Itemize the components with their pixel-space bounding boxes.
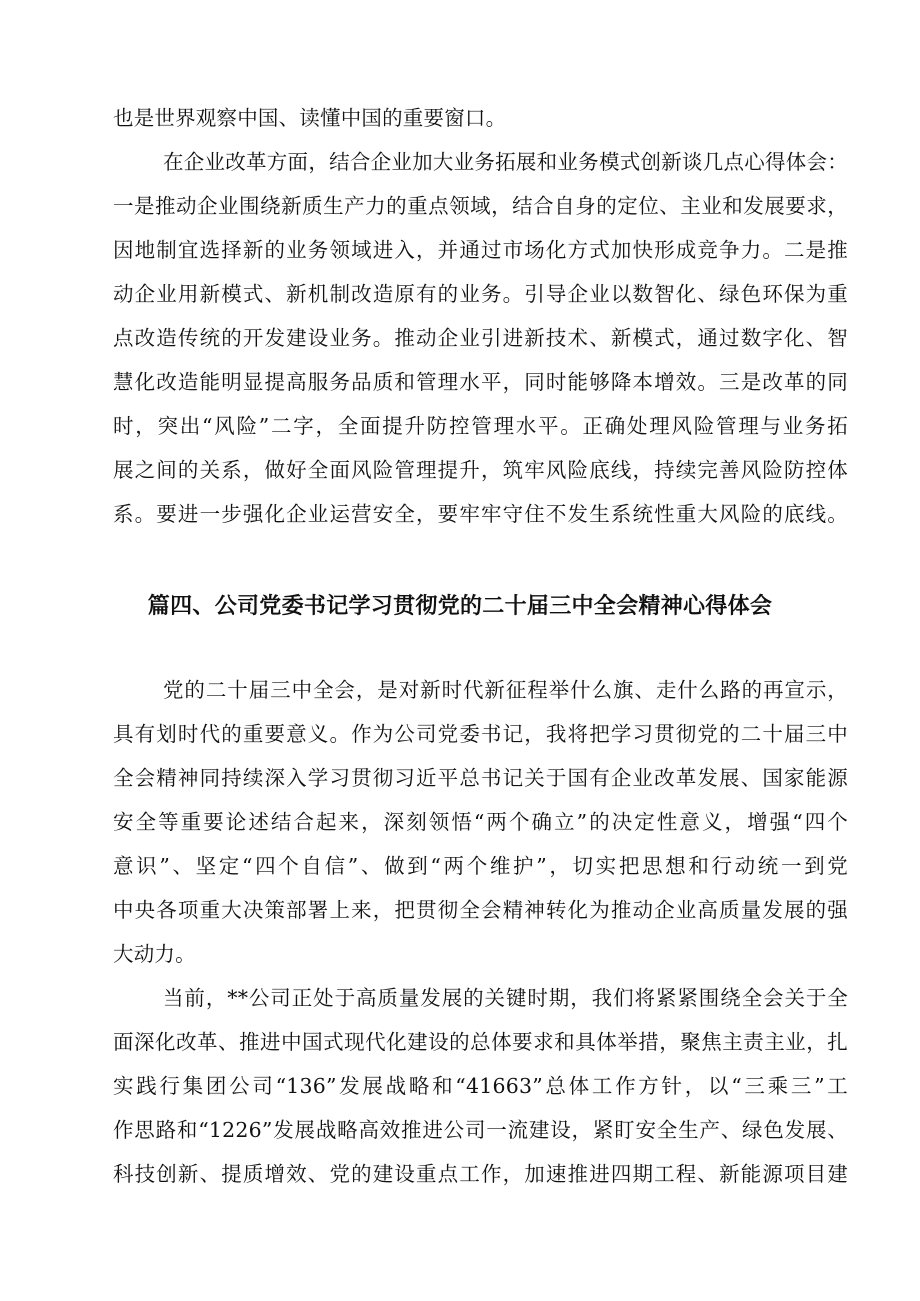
paragraph-line: 面深化改革、推进中国式现代化建设的总体要求和具体举措，聚焦主责主业，扎	[113, 1030, 848, 1054]
paragraph-line: 也是世界观察中国、读懂中国的重要窗口。	[113, 106, 507, 130]
paragraph-line: 当前，**公司正处于高质量发展的关键时期，我们将紧紧围绕全会关于全	[163, 986, 848, 1010]
paragraph-line: 时，突出“风险”二字，全面提升防控管理水平。正确处理风险管理与业务拓	[113, 414, 848, 438]
paragraph-line: 因地制宜选择新的业务领域进入，并通过市场化方式加快形成竞争力。二是推	[113, 238, 848, 262]
paragraph-line: 意识”、坚定“四个自信”、做到“两个维护”，切实把思想和行动统一到党	[113, 854, 848, 878]
paragraph-line: 动企业用新模式、新机制改造原有的业务。引导企业以数智化、绿色环保为重	[113, 282, 848, 306]
paragraph-line: 安全等重要论述结合起来，深刻领悟“两个确立”的决定性意义，增强“四个	[113, 810, 848, 834]
paragraph-line: 在企业改革方面，结合企业加大业务拓展和业务模式创新谈几点心得体会：	[163, 150, 848, 174]
paragraph-line: 系。要进一步强化企业运营安全，要牢牢守住不发生系统性重大风险的底线。	[113, 502, 848, 526]
paragraph-line: 慧化改造能明显提高服务品质和管理水平，同时能够降本增效。三是改革的同	[113, 370, 848, 394]
section-heading: 篇四、公司党委书记学习贯彻党的二十届三中全会精神心得体会	[147, 594, 773, 619]
paragraph-line: 具有划时代的重要意义。作为公司党委书记，我将把学习贯彻党的二十届三中	[113, 722, 848, 746]
paragraph-line: 全会精神同持续深入学习贯彻习近平总书记关于国有企业改革发展、国家能源	[113, 766, 848, 790]
paragraph-line: 党的二十届三中全会，是对新时代新征程举什么旗、走什么路的再宣示，	[163, 678, 848, 702]
paragraph-line: 点改造传统的开发建设业务。推动企业引进新技术、新模式，通过数字化、智	[113, 326, 848, 350]
paragraph-line: 一是推动企业围绕新质生产力的重点领域，结合自身的定位、主业和发展要求，	[113, 194, 848, 218]
paragraph-line: 展之间的关系，做好全面风险管理提升，筑牢风险底线，持续完善风险防控体	[113, 458, 848, 482]
paragraph-line: 实践行集团公司“136”发展战略和“41663”总体工作方针，以“三乘三”工	[113, 1074, 848, 1098]
paragraph-line: 作思路和“1226”发展战略高效推进公司一流建设，紧盯安全生产、绿色发展、	[113, 1118, 848, 1142]
paragraph-line: 中央各项重大决策部署上来，把贯彻全会精神转化为推动企业高质量发展的强	[113, 898, 848, 922]
paragraph-line: 大动力。	[113, 942, 196, 966]
paragraph-line: 科技创新、提质增效、党的建设重点工作，加速推进四期工程、新能源项目建	[113, 1162, 848, 1186]
